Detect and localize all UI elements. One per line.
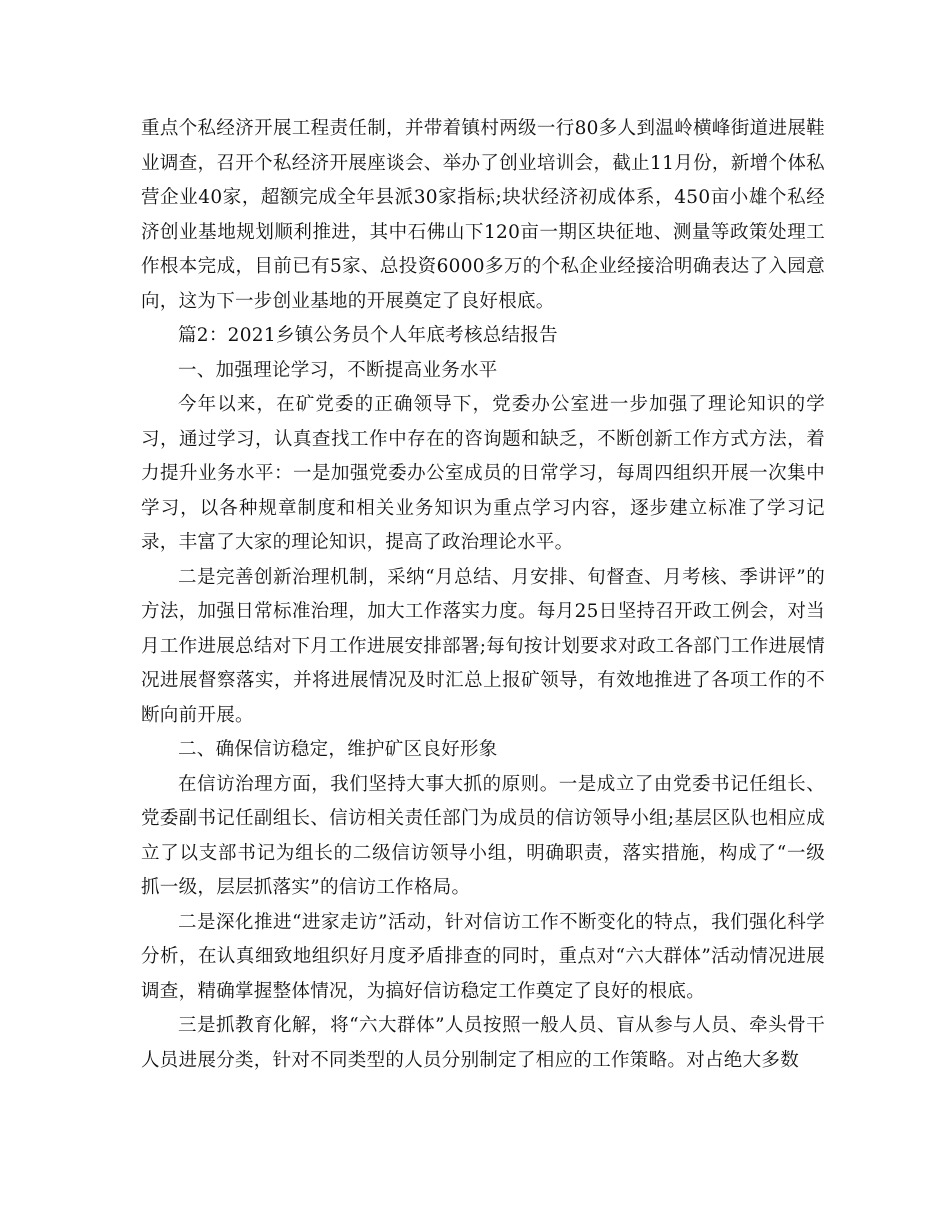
section-heading-1: 一、加强理论学习，不断提高业务水平 [178,359,498,381]
article-heading: 篇2：2021乡镇公务员个人年底考核总结报告 [178,325,558,346]
paragraph: 在信访治理方面，我们坚持大事大抓的原则。一是成立了由党委书记任组长、党委副书记任副组长、信访相关责任部门为成员的信访领导小组;基层区队也相应成立了以支部书记为组长的二级信访领导小组，明确职责，落实措施，构成了“一级抓一级，层层抓落实”的信访工作格局。 [141,773,825,898]
document-body [141,112,825,1078]
paragraph-continued: 重点个私经济开展工程责任制，并带着镇村两级一行80多人到温岭横峰街道进展鞋业调查，召开个私经济开展座谈会、举办了创业培训会，截止11月份，新增个体私营企业40家，超额完成全年县派30家指标;块状经济初成体系，450亩小雄个私经济创业基地规划顺利推进，其中石佛山下120亩一期区块征地、测量等政策处理工作根本完成，目前已有5家、总投资6000多万的个私企业经接洽明确表达了入园意向，这为下一步创业基地的开展奠定了良好根底。 [141,118,825,312]
paragraph: 今年以来，在矿党委的正确领导下，党委办公室进一步加强了理论知识的学习，通过学习，认真查找工作中存在的咨询题和缺乏，不断创新工作方式方法，着力提升业务水平：一是加强党委办公室成员的日常学习，每周四组织开展一次集中学习，以各种规章制度和相关业务知识为重点学习内容，逐步建立标准了学习记录，丰富了大家的理论知识，提高了政治理论水平。 [141,394,825,553]
paragraph: 三是抓教育化解，将“六大群体”人员按照一般人员、盲从参与人员、牵头骨干人员进展分类，针对不同类型的人员分别制定了相应的工作策略。对占绝大多数 [141,1015,825,1071]
paragraph: 二是深化推进“进家走访”活动，针对信访工作不断变化的特点，我们强化科学分析，在认真细致地组织好月度矛盾排查的同时，重点对“六大群体”活动情况进展调查，精确掌握整体情况，为搞好信访稳定工作奠定了良好的根底。 [141,911,825,1002]
section-heading-2: 二、确保信访稳定，维护矿区良好形象 [178,739,498,760]
paragraph: 二是完善创新治理机制，采纳“月总结、月安排、旬督查、月考核、季讲评”的方法，加强日常标准治理，加大工作落实力度。每月25日坚持召开政工例会，对当月工作进展总结对下月工作进展安排部署;每旬按计划要求对政工各部门工作进展情况进展督察落实，并将进展情况及时汇总上报矿领导，有效地推进了各项工作的不断向前开展。 [141,566,825,726]
